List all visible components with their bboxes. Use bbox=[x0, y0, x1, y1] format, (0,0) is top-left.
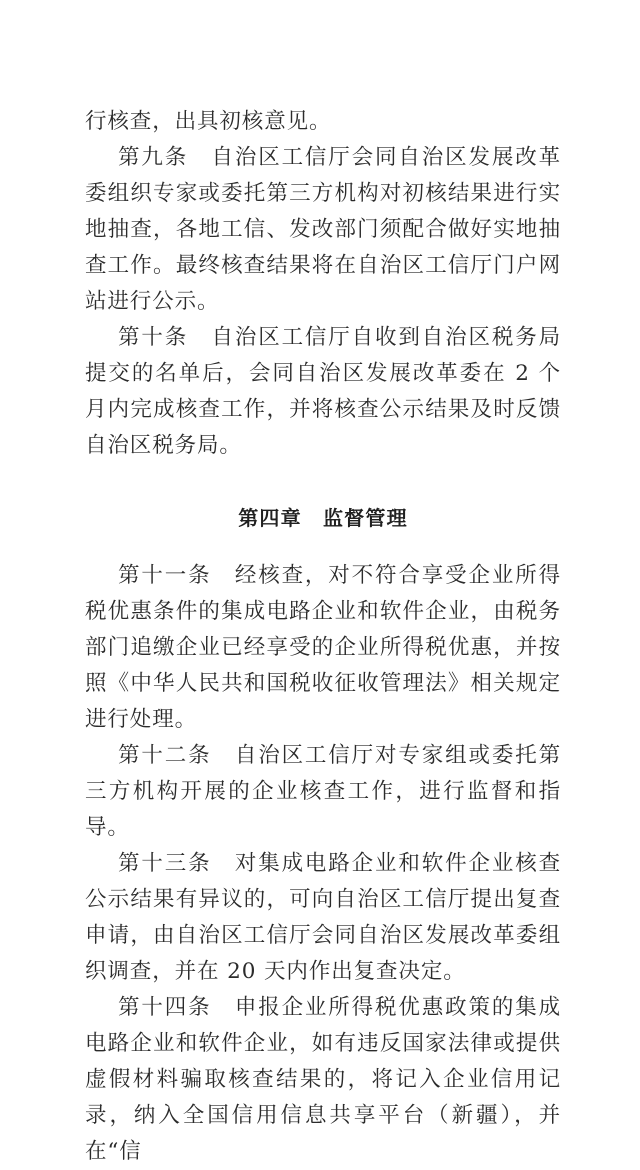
paragraph-article-13: 第十三条 对集成电路企业和软件企业核查公示结果有异议的，可向自治区工信厅提出复查申请，由自治区工信厅会同自治区发展改革委组织调查，并在 20 天内作出复查决定。 bbox=[85, 851, 561, 984]
paragraph-article-12: 第十二条 自治区工信厅对专家组或委托第三方机构开展的企业核查工作，进行监督和指导。 bbox=[85, 743, 561, 840]
paragraph-article-10: 第十条 自治区工信厅自收到自治区税务局提交的名单后，会同自治区发展改革委在 2 个月内完成核查工作，并将核查公示结果及时反馈自治区税务局。 bbox=[85, 325, 561, 458]
paragraph-article-11: 第十一条 经核查，对不符合享受企业所得税优惠条件的集成电路企业和软件企业，由税务部门追缴企业已经享受的企业所得税优惠，并按照《中华人民共和国税收征收管理法》相关规定进行处理。 bbox=[85, 563, 561, 732]
paragraph-continuation: 行核查，出具初核意见。 bbox=[85, 109, 332, 134]
paragraph-article-14: 第十四条 申报企业所得税优惠政策的集成电路企业和软件企业，如有违反国家法律或提供虚假材料骗取核查结果的，将记入企业信用记录，纳入全国信用信息共享平台（新疆），并在“信 bbox=[85, 995, 561, 1164]
chapter-4-heading: 第四章 监督管理 bbox=[238, 506, 408, 530]
heading-spacer-above bbox=[85, 464, 561, 500]
heading-spacer-below bbox=[85, 536, 561, 558]
paragraph-article-9: 第九条 自治区工信厅会同自治区发展改革委组织专家或委托第三方机构对初核结果进行实地抽查，各地工信、发改部门须配合做好实地抽查工作。最终核查结果将在自治区工信厅门户网站进行公示。 bbox=[85, 145, 561, 314]
document-text-body bbox=[85, 104, 561, 1170]
